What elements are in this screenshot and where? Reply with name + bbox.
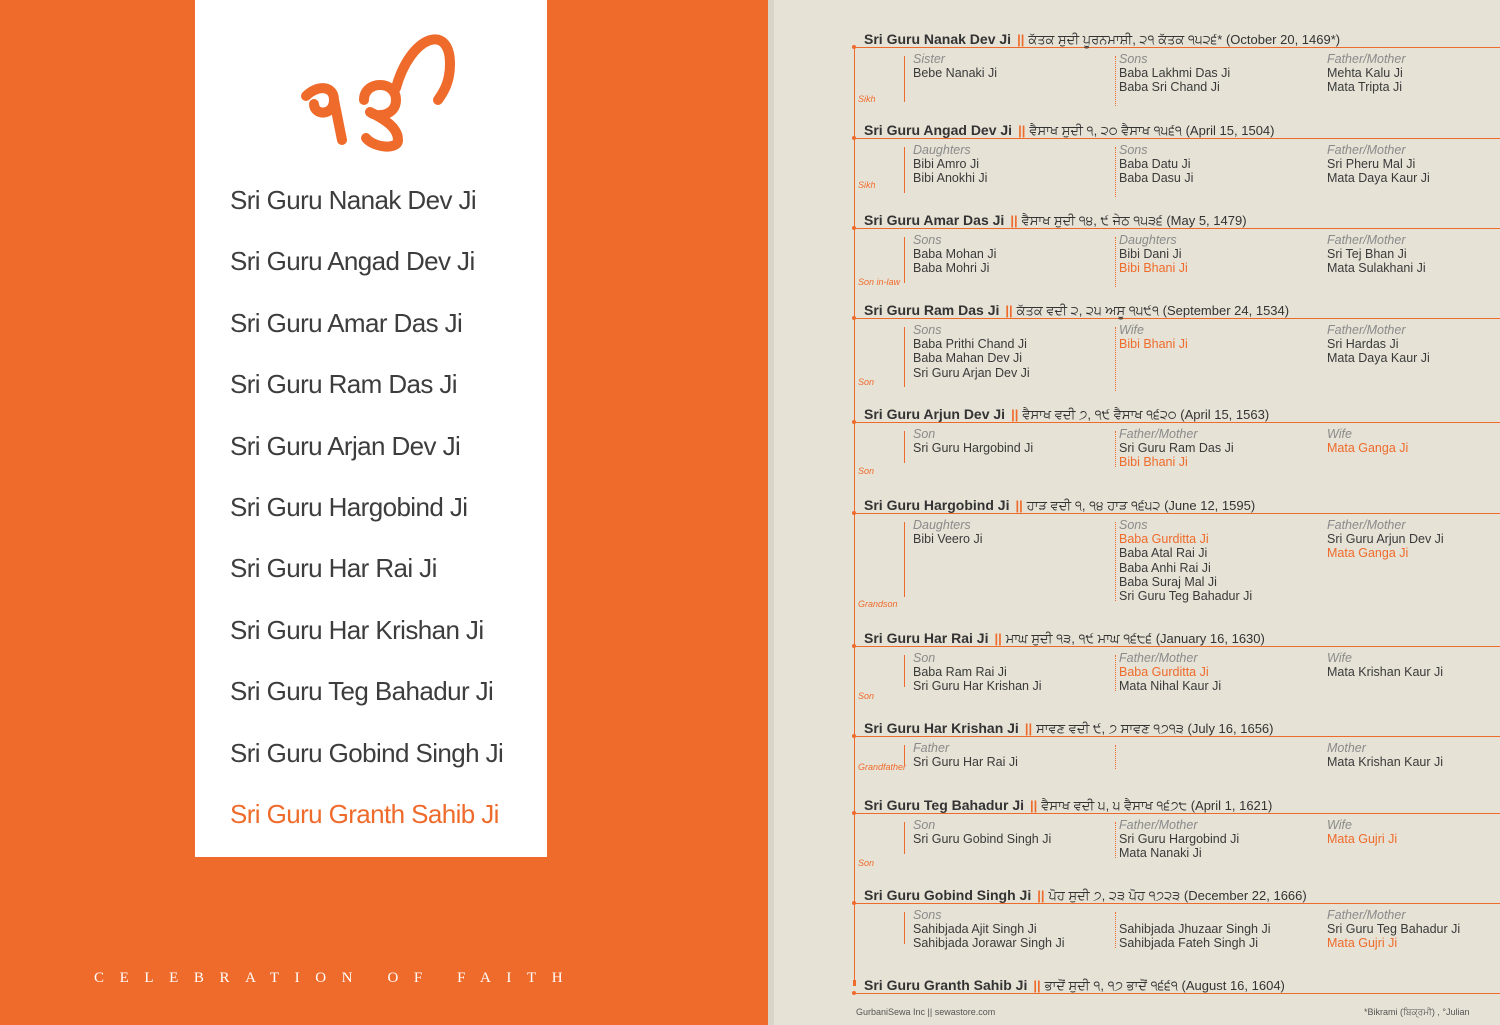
- relation-to-next: Son: [858, 858, 875, 868]
- guru-name: Sri Guru Granth Sahib Ji: [864, 977, 1028, 993]
- relation-to-next: Son in-law: [858, 277, 901, 287]
- family-member: Bibi Bhani Ji: [1119, 337, 1188, 352]
- heading-separator: ||: [1018, 123, 1026, 138]
- relation-label: Sons: [1119, 52, 1148, 66]
- guru-list-item: Sri Guru Teg Bahadur Ji: [230, 676, 494, 707]
- family-column: [1119, 908, 1271, 951]
- family-bracket: [904, 912, 905, 944]
- entry-heading: [864, 886, 1307, 905]
- entry-heading: [864, 719, 1273, 738]
- relation-label: Wife: [1327, 818, 1352, 832]
- family-member: Mata Krishan Kaur Ji: [1327, 755, 1444, 770]
- guru-list-item: Sri Guru Hargobind Ji: [230, 491, 468, 522]
- family-member: Sahibjada Jhuzaar Singh Ji: [1119, 922, 1271, 937]
- relation-label: Father: [913, 741, 950, 755]
- family-bracket: [904, 522, 905, 597]
- family-column: [1119, 52, 1230, 95]
- relation-label: Father/Mother: [1327, 52, 1406, 66]
- family-member: Sri Guru Teg Bahadur Ji: [1327, 922, 1461, 937]
- family-bracket: [904, 237, 905, 283]
- family-member: Baba Gurditta Ji: [1119, 665, 1209, 680]
- heading-separator: ||: [1010, 213, 1018, 228]
- family-member: Baba Datu Ji: [1119, 157, 1191, 172]
- family-member: Baba Dasu Ji: [1119, 171, 1194, 186]
- guru-list-item: Sri Guru Nanak Dev Ji: [230, 185, 477, 215]
- guru-name: Sri Guru Har Rai Ji: [864, 630, 989, 646]
- guru-list-item: Sri Guru Angad Dev Ji: [230, 246, 475, 277]
- heading-separator: ||: [1037, 888, 1045, 903]
- birth-date: ਵੈਸਾਖ ਵਦੀ ੫, ੫ ਵੈਸਾਖ ੧੬੭੮ (April 1, 1621): [1041, 798, 1273, 813]
- family-column: [913, 518, 982, 546]
- family-column: [1119, 741, 1122, 755]
- family-member: Baba Suraj Mal Ji: [1119, 574, 1217, 589]
- family-member: Sri Guru Hargobind Ji: [913, 441, 1034, 456]
- entry-heading: [864, 211, 1247, 230]
- family-column: [913, 323, 1030, 380]
- birth-date: ਕੱਤਕ ਸੁਦੀ ਪੂਰਨਮਾਸ਼ੀ, ੨੧ ਕੱਤਕ ੧੫੨੬* (October 20, 1469*): [1028, 32, 1341, 47]
- family-column: [1327, 52, 1406, 95]
- family-column: [913, 651, 1042, 694]
- family-member: Bibi Bhani Ji: [1119, 261, 1188, 276]
- guru-name: Sri Guru Nanak Dev Ji: [864, 31, 1012, 47]
- relation-label: Daughters: [913, 143, 971, 157]
- family-column: [913, 908, 1064, 951]
- family-member: Bibi Anokhi Ji: [913, 171, 988, 186]
- family-member: Bibi Dani Ji: [1119, 247, 1182, 262]
- guru-name: Sri Guru Har Krishan Ji: [864, 720, 1019, 736]
- birth-date: ਵੈਸਾਖ ਸੁਦੀ ੧, ੨੦ ਵੈਸਾਖ ੧੫੬੧ (April 15, 1504): [1029, 123, 1275, 138]
- entry-heading: [864, 301, 1289, 320]
- relation-to-next: Sikh: [858, 94, 876, 104]
- family-column: [1119, 651, 1221, 694]
- family-member: Sahibjada Jorawar Singh Ji: [913, 936, 1065, 951]
- entry-heading: [864, 405, 1269, 424]
- guru-list-item: Sri Guru Amar Das Ji: [230, 307, 463, 338]
- lineage-spine: [854, 45, 855, 985]
- birth-date: ਭਾਦੋਂ ਸੁਦੀ ੧, ੧੭ ਭਾਦੋਂ ੧੬੬੧ (August 16, 1604): [1044, 978, 1285, 993]
- family-member: Mata Tripta Ji: [1327, 80, 1403, 95]
- family-member: Mata Gujri Ji: [1327, 936, 1398, 951]
- connector-dots: [1115, 522, 1116, 601]
- relation-label: Sons: [913, 323, 942, 337]
- family-tree: [774, 0, 1500, 1025]
- family-member: Baba Anhi Rai Ji: [1119, 560, 1211, 575]
- family-member: Sri Guru Arjan Dev Ji: [913, 365, 1030, 380]
- family-column: [1327, 323, 1430, 366]
- family-bracket: [904, 327, 905, 387]
- family-member: Baba Prithi Chand Ji: [913, 337, 1027, 352]
- family-column: [913, 818, 1051, 846]
- family-member: Baba Lakhmi Das Ji: [1119, 66, 1231, 81]
- family-column: [1327, 818, 1397, 846]
- family-column: [1119, 143, 1193, 186]
- family-column: [913, 52, 997, 80]
- family-member: Mata Krishan Kaur Ji: [1327, 665, 1444, 680]
- tagline: CELEBRATION OF FAITH: [94, 970, 579, 986]
- family-member: Bibi Veero Ji: [913, 532, 983, 547]
- family-column: [1327, 233, 1426, 276]
- entry-heading: [864, 976, 1285, 995]
- guru-name: Sri Guru Gobind Singh Ji: [864, 887, 1032, 903]
- entry-heading: [864, 30, 1340, 49]
- entry-heading: [864, 629, 1265, 648]
- relation-label: Wife: [1327, 651, 1352, 665]
- relation-to-next: Son: [858, 377, 875, 387]
- connector-dots: [1115, 912, 1116, 948]
- guru-list-item: Sri Guru Granth Sahib Ji: [230, 798, 499, 829]
- family-member: Sri Pheru Mal Ji: [1327, 157, 1416, 172]
- family-member: Baba Atal Rai Ji: [1119, 546, 1208, 561]
- family-column: [1119, 518, 1252, 603]
- connector-dots: [1115, 745, 1116, 769]
- family-member: Sri Hardas Ji: [1327, 337, 1399, 352]
- family-column: [913, 143, 987, 186]
- relation-to-next: Grandfather: [858, 762, 907, 772]
- relation-label: Father/Mother: [1119, 651, 1198, 665]
- birth-date: ਵੈਸਾਖ ਸੁਦੀ ੧੪, ੯ ਜੇਠ ੧੫੩੬ (May 5, 1479): [1021, 213, 1247, 228]
- family-bracket: [904, 147, 905, 193]
- family-member: Sahibjada Fateh Singh Ji: [1119, 936, 1258, 951]
- guru-list-item: Sri Guru Gobind Singh Ji: [230, 737, 504, 768]
- family-member: Baba Gurditta Ji: [1119, 532, 1209, 547]
- family-member: Sri Guru Ram Das Ji: [1119, 441, 1234, 456]
- family-bracket: [904, 56, 905, 102]
- birth-date: ਪੋਹ ਸੁਦੀ ੭, ੨੩ ਪੋਹ ੧੭੨੩ (December 22, 1666): [1048, 888, 1307, 903]
- relation-label: Father/Mother: [1327, 518, 1406, 532]
- guru-name: Sri Guru Arjun Dev Ji: [864, 406, 1006, 422]
- relation-label: [1119, 741, 1122, 755]
- family-column: [1327, 427, 1408, 455]
- guru-name: Sri Guru Angad Dev Ji: [864, 122, 1013, 138]
- guru-name: Sri Guru Ram Das Ji: [864, 302, 1000, 318]
- relation-label: Daughters: [913, 518, 971, 532]
- heading-separator: ||: [1005, 303, 1013, 318]
- relation-label: Wife: [1327, 427, 1352, 441]
- heading-separator: ||: [1030, 798, 1038, 813]
- relation-label: Sons: [913, 233, 942, 247]
- family-member: Bibi Bhani Ji: [1119, 455, 1188, 470]
- birth-date: ਮਾਘ ਸੁਦੀ ੧੩, ੧੯ ਮਾਘ ੧੬੮੬ (January 16, 1630): [1005, 631, 1265, 646]
- family-member: Mehta Kalu Ji: [1327, 66, 1403, 81]
- relation-to-next: Son: [858, 691, 875, 701]
- family-member: Sri Tej Bhan Ji: [1327, 247, 1407, 262]
- relation-label: Son: [913, 651, 936, 665]
- family-member: Baba Mahan Dev Ji: [913, 351, 1023, 366]
- family-member: Sri Guru Hargobind Ji: [1119, 832, 1240, 847]
- family-column: [1119, 818, 1239, 861]
- entry-heading: [864, 796, 1272, 815]
- connector-dots: [1115, 237, 1116, 287]
- family-member: Mata Ganga Ji: [1327, 546, 1409, 561]
- ik-onkar-symbol: [300, 24, 460, 154]
- relation-to-next: Sikh: [858, 180, 876, 190]
- family-column: [913, 741, 1018, 769]
- family-member: Baba Sri Chand Ji: [1119, 80, 1220, 95]
- family-bracket: [904, 655, 905, 687]
- family-member: Bebe Nanaki Ji: [913, 66, 998, 81]
- family-member: Sahibjada Ajit Singh Ji: [913, 922, 1037, 937]
- relation-to-next: Grandson: [858, 599, 898, 609]
- relation-label: Son: [913, 818, 936, 832]
- family-bracket: [904, 431, 905, 463]
- family-member: Sri Guru Arjun Dev Ji: [1327, 532, 1444, 547]
- birth-date: ਸਾਵਣ ਵਦੀ ੯, ੭ ਸਾਵਣ ੧੭੧੩ (July 16, 1656): [1036, 721, 1274, 736]
- entry-heading: [864, 496, 1255, 515]
- guru-name: Sri Guru Amar Das Ji: [864, 212, 1005, 228]
- connector-dots: [1115, 655, 1116, 691]
- heading-separator: ||: [1017, 32, 1025, 47]
- family-column: [1327, 143, 1430, 186]
- family-member: Mata Daya Kaur Ji: [1327, 351, 1430, 366]
- relation-label: Father/Mother: [1327, 908, 1406, 922]
- relation-label: Sons: [1119, 143, 1148, 157]
- relation-to-next: Son: [858, 466, 875, 476]
- relation-label: Father/Mother: [1119, 818, 1198, 832]
- relation-label: [1119, 908, 1271, 922]
- birth-date: ਹਾੜ ਵਦੀ ੧, ੧੪ ਹਾੜ ੧੬੫੨ (June 12, 1595): [1026, 498, 1256, 513]
- family-member: Bibi Amro Ji: [913, 157, 979, 172]
- connector-dots: [1115, 56, 1116, 106]
- entry-heading: [864, 121, 1274, 140]
- family-bracket: [904, 745, 905, 765]
- family-member: Baba Mohri Ji: [913, 261, 990, 276]
- footer-calendar-note: *Bikrami (ਬਿਕ੍ਰਮੀ) , °Julian: [1364, 1007, 1470, 1017]
- family-column: [1327, 741, 1443, 769]
- connector-dots: [1115, 147, 1116, 197]
- family-member: Mata Sulakhani Ji: [1327, 261, 1426, 276]
- relation-label: Sons: [1119, 518, 1148, 532]
- family-bracket: [904, 822, 905, 854]
- family-column: [1119, 427, 1234, 470]
- family-column: [1327, 651, 1443, 679]
- family-column: [913, 427, 1033, 455]
- family-member: Baba Ram Rai Ji: [913, 665, 1007, 680]
- relation-label: Father/Mother: [1327, 143, 1406, 157]
- birth-date: ਵੈਸਾਖ ਵਦੀ ੭, ੧੯ ਵੈਸਾਖ ੧੬੨੦ (April 15, 1563): [1022, 407, 1270, 422]
- guru-list-item: Sri Guru Arjan Dev Ji: [230, 430, 461, 461]
- heading-separator: ||: [1033, 978, 1041, 993]
- guru-list-item: Sri Guru Ram Das Ji: [230, 369, 457, 400]
- relation-label: Sons: [913, 908, 942, 922]
- lineage-end-marker: [853, 980, 856, 986]
- relation-label: Mother: [1327, 741, 1366, 755]
- guru-name: Sri Guru Teg Bahadur Ji: [864, 797, 1024, 813]
- heading-separator: ||: [994, 631, 1002, 646]
- relation-label: Daughters: [1119, 233, 1177, 247]
- relation-label: Wife: [1119, 323, 1144, 337]
- relation-label: Son: [913, 427, 936, 441]
- relation-label: Father/Mother: [1327, 323, 1406, 337]
- family-column: [1327, 518, 1444, 561]
- guru-list-item: Sri Guru Har Rai Ji: [230, 553, 437, 584]
- family-member: Sri Guru Har Krishan Ji: [913, 679, 1042, 694]
- relation-label: Father/Mother: [1119, 427, 1198, 441]
- connector-dots: [1115, 327, 1116, 391]
- family-member: Sri Guru Har Rai Ji: [913, 755, 1018, 770]
- guru-list: [230, 176, 503, 851]
- heading-separator: ||: [1015, 498, 1023, 513]
- heading-separator: ||: [1024, 721, 1033, 736]
- family-member: Mata Ganga Ji: [1327, 441, 1409, 456]
- connector-dots: [1115, 431, 1116, 467]
- footer-credit: GurbaniSewa Inc || sewastore.com: [856, 1007, 996, 1017]
- guru-name: Sri Guru Hargobind Ji: [864, 497, 1010, 513]
- family-member: Mata Nanaki Ji: [1119, 846, 1202, 861]
- family-member: Mata Daya Kaur Ji: [1327, 171, 1430, 186]
- relation-label: Sister: [913, 52, 945, 66]
- guru-list-item: Sri Guru Har Krishan Ji: [230, 614, 484, 645]
- connector-dots: [1115, 822, 1116, 858]
- family-member: Mata Nihal Kaur Ji: [1119, 679, 1222, 694]
- family-member: Sri Guru Teg Bahadur Ji: [1119, 589, 1253, 604]
- family-member: Mata Gujri Ji: [1327, 832, 1398, 847]
- family-column: [913, 233, 996, 276]
- family-column: [1327, 908, 1460, 951]
- relation-label: Father/Mother: [1327, 233, 1406, 247]
- family-member: Baba Mohan Ji: [913, 247, 997, 262]
- birth-date: ਕੱਤਕ ਵਦੀ ੨, ੨੫ ਅਸੂ ੧੫੯੧ (September 24, 1534): [1016, 303, 1290, 318]
- family-member: Sri Guru Gobind Singh Ji: [913, 832, 1052, 847]
- family-column: [1119, 323, 1188, 351]
- family-column: [1119, 233, 1188, 276]
- heading-separator: ||: [1011, 407, 1019, 422]
